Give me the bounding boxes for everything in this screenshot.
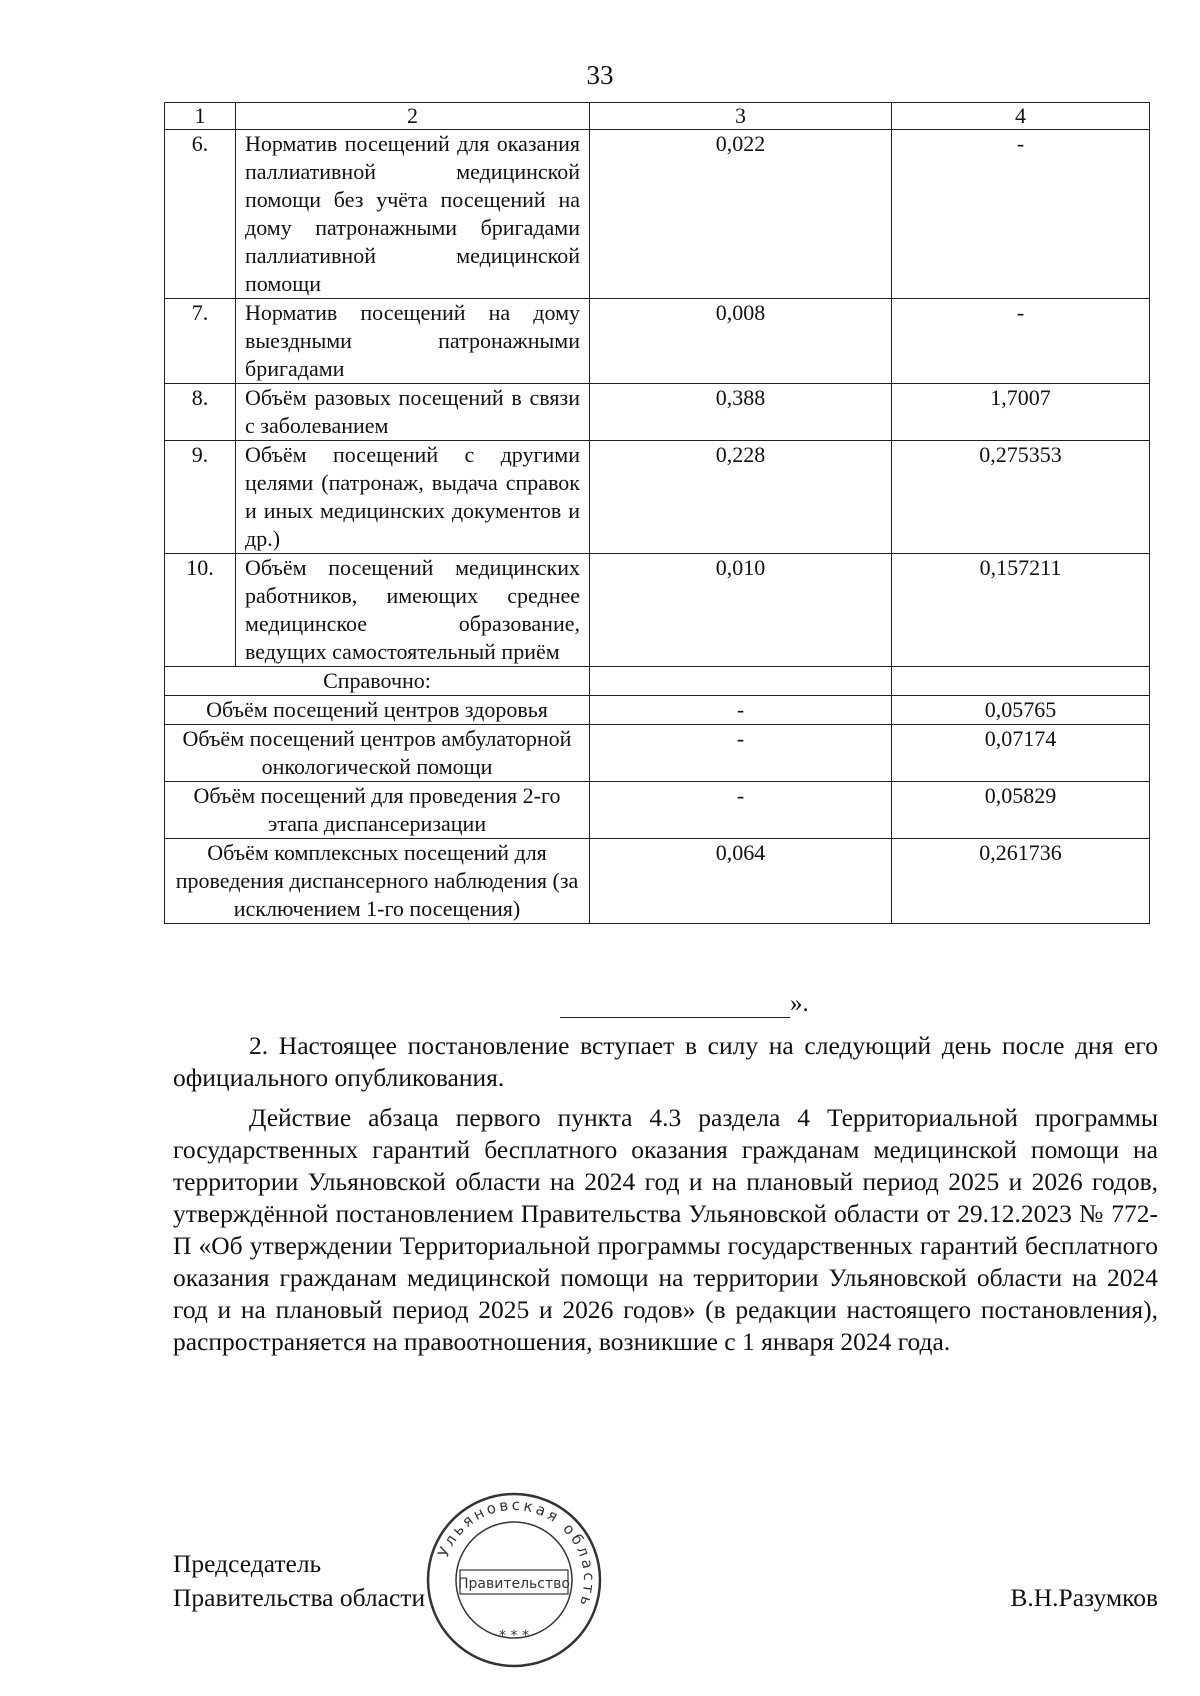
closing-mark: ».	[790, 990, 809, 1017]
signatory-title-line2: Правительства области	[173, 1583, 426, 1612]
reference-value-col4: 0,261736	[892, 839, 1150, 924]
paragraph-2	[173, 1102, 1158, 1358]
row-value-col4: 1,7007	[892, 384, 1150, 441]
row-value-col3: 0,388	[590, 384, 892, 441]
signatory-title	[173, 1547, 425, 1615]
reference-label: Справочно:	[165, 667, 590, 696]
reference-label-empty-col4	[892, 667, 1150, 696]
row-value-col4: -	[892, 130, 1150, 299]
signatory-name: В.Н.Разумков	[1010, 1583, 1158, 1612]
header-cell: 4	[892, 103, 1150, 130]
row-value-col3: 0,022	[590, 130, 892, 299]
table-header-row	[165, 103, 1150, 130]
row-value-col3: 0,008	[590, 299, 892, 384]
signatory-title-line1: Председатель	[173, 1549, 322, 1578]
reference-description: Объём посещений центров здоровья	[165, 696, 590, 725]
reference-label-row	[165, 667, 1150, 696]
row-description: Норматив посещений на дому выездными патронажными бригадами	[236, 299, 590, 384]
reference-row	[165, 725, 1150, 782]
reference-row	[165, 782, 1150, 839]
row-number: 8.	[165, 384, 236, 441]
row-description: Объём разовых посещений в связи с заболеванием	[236, 384, 590, 441]
row-number: 9.	[165, 441, 236, 554]
header-cell: 3	[590, 103, 892, 130]
reference-row	[165, 839, 1150, 924]
paragraph-1-text: 2. Настоящее постановление вступает в силу на следующий день после дня его официального опубликования.	[173, 1031, 1158, 1092]
table-row	[165, 130, 1150, 299]
row-number: 10.	[165, 554, 236, 667]
row-value-col3: 0,228	[590, 441, 892, 554]
reference-value-col3: -	[590, 725, 892, 782]
reference-value-col3: -	[590, 782, 892, 839]
row-description: Объём посещений с другими целями (патронаж, выдача справок и иных медицинских документов и др.)	[236, 441, 590, 554]
reference-description: Объём посещений для проведения 2-го этапа диспансеризации	[165, 782, 590, 839]
reference-value-col3: 0,064	[590, 839, 892, 924]
paragraph-2-text: Действие абзаца первого пункта 4.3 раздела 4 Территориальной программы государственных гарантий бесплатного оказания гражданам медицинской помощи на территории Ульяновской области на 2024 год и на плановый период 2025 и 2026 годов, утверждённой постановлением Правительства Ульяновской области от 29.12.2023 № 772-П «Об утверждении Территориальной программы государственных гарантий бесплатного оказания гражданам медицинской помощи на территории Ульяновской области на 2024 год и на плановый период 2025 и 2026 годов» (в редакции настоящего постановления), распространяется на правоотношения, возникшие с 1 января 2024 года.	[173, 1103, 1158, 1356]
header-cell: 2	[236, 103, 590, 130]
seal-stars-icon: * * *	[499, 1628, 529, 1644]
row-value-col4: 0,275353	[892, 441, 1150, 554]
row-number: 6.	[165, 130, 236, 299]
paragraph-1	[173, 1030, 1158, 1094]
reference-label-empty-col3	[590, 667, 892, 696]
reference-value-col4: 0,05765	[892, 696, 1150, 725]
table-row	[165, 554, 1150, 667]
row-number: 7.	[165, 299, 236, 384]
row-value-col4: 0,157211	[892, 554, 1150, 667]
seal-center-text: Правительство	[458, 1576, 570, 1592]
closing-quote	[560, 990, 809, 1018]
data-table	[164, 102, 1150, 924]
table-row	[165, 384, 1150, 441]
table-row	[165, 441, 1150, 554]
official-seal	[424, 1490, 604, 1670]
table-row	[165, 299, 1150, 384]
reference-value-col4: 0,05829	[892, 782, 1150, 839]
page-number: 33	[586, 60, 614, 90]
seal-ring-text: Ульяновская область	[434, 1495, 599, 1611]
reference-description: Объём комплексных посещений для проведения диспансерного наблюдения (за исключением 1-го посещения)	[165, 839, 590, 924]
reference-description: Объём посещений центров амбулаторной онкологической помощи	[165, 725, 590, 782]
reference-value-col4: 0,07174	[892, 725, 1150, 782]
closing-line	[560, 993, 790, 1018]
reference-row	[165, 696, 1150, 725]
header-cell: 1	[165, 103, 236, 130]
row-description: Норматив посещений для оказания паллиативной медицинской помощи без учёта посещений на дому патронажными бригадами паллиативной медицинской помощи	[236, 130, 590, 299]
row-value-col3: 0,010	[590, 554, 892, 667]
row-value-col4: -	[892, 299, 1150, 384]
reference-value-col3: -	[590, 696, 892, 725]
row-description: Объём посещений медицинских работников, имеющих среднее медицинское образование, ведущих самостоятельный приём	[236, 554, 590, 667]
